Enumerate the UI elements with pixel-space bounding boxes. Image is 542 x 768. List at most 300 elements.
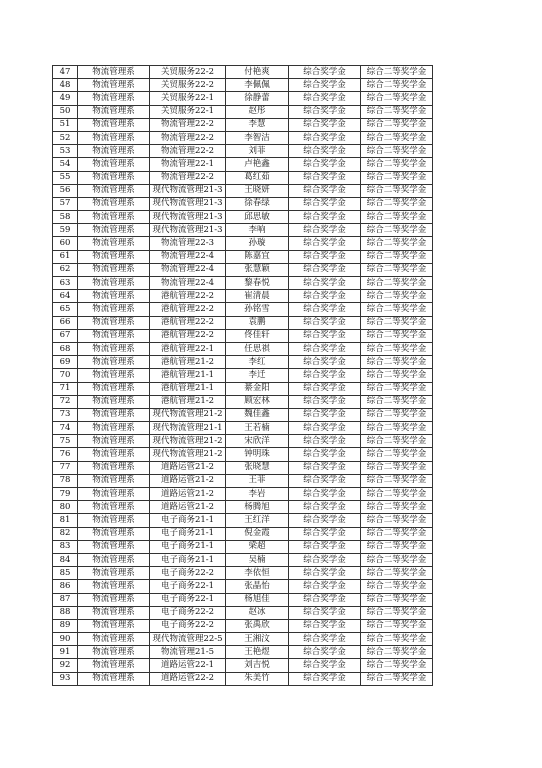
row-number-cell: 71 (53, 382, 78, 395)
class-cell: 物流管理22-2 (150, 131, 226, 144)
row-number-cell: 73 (53, 408, 78, 421)
table-row (53, 514, 433, 527)
department-cell: 物流管理系 (78, 488, 150, 501)
student-name-cell: 李依恒 (226, 567, 289, 580)
award-level-cell: 综合二等奖学金 (361, 316, 433, 329)
student-name-cell: 佟佳轩 (226, 329, 289, 342)
award-level-cell: 综合二等奖学金 (361, 619, 433, 632)
department-cell: 物流管理系 (78, 237, 150, 250)
student-name-cell: 付艳爽 (226, 66, 289, 79)
row-number-cell: 86 (53, 580, 78, 593)
row-number-cell: 61 (53, 250, 78, 263)
table-row (53, 382, 433, 395)
student-name-cell: 王菲 (226, 474, 289, 487)
department-cell: 物流管理系 (78, 329, 150, 342)
row-number-cell: 68 (53, 342, 78, 355)
class-cell: 道路运管21-2 (150, 474, 226, 487)
class-cell: 港航管理21-2 (150, 395, 226, 408)
department-cell: 物流管理系 (78, 316, 150, 329)
class-cell: 港航管理22-2 (150, 316, 226, 329)
class-cell: 港航管理21-1 (150, 382, 226, 395)
student-name-cell: 任思祺 (226, 342, 289, 355)
class-cell: 港航管理22-2 (150, 303, 226, 316)
award-level-cell: 综合二等奖学金 (361, 659, 433, 672)
row-number-cell: 57 (53, 197, 78, 210)
award-level-cell: 综合二等奖学金 (361, 356, 433, 369)
department-cell: 物流管理系 (78, 290, 150, 303)
table-row (53, 646, 433, 659)
department-cell: 物流管理系 (78, 606, 150, 619)
department-cell: 物流管理系 (78, 224, 150, 237)
class-cell: 物流管理22-2 (150, 145, 226, 158)
department-cell: 物流管理系 (78, 118, 150, 131)
row-number-cell: 87 (53, 593, 78, 606)
award-category-cell: 综合奖学金 (289, 540, 361, 553)
award-category-cell: 综合奖学金 (289, 290, 361, 303)
award-level-cell: 综合二等奖学金 (361, 633, 433, 646)
row-number-cell: 74 (53, 422, 78, 435)
student-name-cell: 朱美竹 (226, 672, 289, 685)
student-name-cell: 王湘汶 (226, 633, 289, 646)
award-level-cell: 综合二等奖学金 (361, 263, 433, 276)
table-row (53, 422, 433, 435)
award-category-cell: 综合奖学金 (289, 250, 361, 263)
table-row (53, 461, 433, 474)
class-cell: 物流管理22-4 (150, 250, 226, 263)
table-row (53, 567, 433, 580)
award-category-cell: 综合奖学金 (289, 448, 361, 461)
table-body (53, 66, 433, 686)
award-category-cell: 综合奖学金 (289, 92, 361, 105)
department-cell: 物流管理系 (78, 197, 150, 210)
student-name-cell: 张晶怡 (226, 580, 289, 593)
table-row (53, 211, 433, 224)
row-number-cell: 75 (53, 435, 78, 448)
department-cell: 物流管理系 (78, 250, 150, 263)
department-cell: 物流管理系 (78, 672, 150, 685)
class-cell: 现代物流管理21-2 (150, 448, 226, 461)
table-row (53, 408, 433, 421)
department-cell: 物流管理系 (78, 356, 150, 369)
award-level-cell: 综合二等奖学金 (361, 131, 433, 144)
table-row (53, 619, 433, 632)
department-cell: 物流管理系 (78, 79, 150, 92)
class-cell: 道路运管21-2 (150, 501, 226, 514)
department-cell: 物流管理系 (78, 408, 150, 421)
department-cell: 物流管理系 (78, 342, 150, 355)
award-category-cell: 综合奖学金 (289, 369, 361, 382)
row-number-cell: 76 (53, 448, 78, 461)
department-cell: 物流管理系 (78, 66, 150, 79)
class-cell: 关贸服务22-1 (150, 105, 226, 118)
class-cell: 道路运管22-1 (150, 659, 226, 672)
award-level-cell: 综合二等奖学金 (361, 672, 433, 685)
table-row (53, 118, 433, 131)
row-number-cell: 69 (53, 356, 78, 369)
row-number-cell: 58 (53, 211, 78, 224)
award-category-cell: 综合奖学金 (289, 672, 361, 685)
department-cell: 物流管理系 (78, 263, 150, 276)
table-row (53, 290, 433, 303)
award-level-cell: 综合二等奖学金 (361, 567, 433, 580)
class-cell: 现代物流管理21-3 (150, 197, 226, 210)
department-cell: 物流管理系 (78, 211, 150, 224)
student-name-cell: 张慧颖 (226, 263, 289, 276)
award-level-cell: 综合二等奖学金 (361, 184, 433, 197)
award-category-cell: 综合奖学金 (289, 131, 361, 144)
award-category-cell: 综合奖学金 (289, 263, 361, 276)
class-cell: 道路运管21-2 (150, 488, 226, 501)
award-category-cell: 综合奖学金 (289, 395, 361, 408)
award-level-cell: 综合二等奖学金 (361, 422, 433, 435)
award-category-cell: 综合奖学金 (289, 461, 361, 474)
department-cell: 物流管理系 (78, 580, 150, 593)
table-row (53, 527, 433, 540)
class-cell: 关贸服务22-1 (150, 92, 226, 105)
row-number-cell: 52 (53, 131, 78, 144)
department-cell: 物流管理系 (78, 540, 150, 553)
class-cell: 道路运管22-2 (150, 672, 226, 685)
award-category-cell: 综合奖学金 (289, 633, 361, 646)
table-row (53, 197, 433, 210)
award-level-cell: 综合二等奖学金 (361, 145, 433, 158)
class-cell: 关贸服务22-2 (150, 79, 226, 92)
award-level-cell: 综合二等奖学金 (361, 527, 433, 540)
student-name-cell: 王晓妍 (226, 184, 289, 197)
class-cell: 港航管理22-1 (150, 342, 226, 355)
student-name-cell: 王若楠 (226, 422, 289, 435)
department-cell: 物流管理系 (78, 435, 150, 448)
student-name-cell: 崔清晨 (226, 290, 289, 303)
award-level-cell: 综合二等奖学金 (361, 408, 433, 421)
award-level-cell: 综合二等奖学金 (361, 66, 433, 79)
class-cell: 电子商务21-1 (150, 527, 226, 540)
department-cell: 物流管理系 (78, 92, 150, 105)
row-number-cell: 93 (53, 672, 78, 685)
student-name-cell: 吴楠 (226, 553, 289, 566)
student-name-cell: 徐春绿 (226, 197, 289, 210)
student-name-cell: 孙璇 (226, 237, 289, 250)
class-cell: 现代物流管理21-2 (150, 408, 226, 421)
student-name-cell: 刘吉悦 (226, 659, 289, 672)
award-level-cell: 综合二等奖学金 (361, 593, 433, 606)
award-category-cell: 综合奖学金 (289, 422, 361, 435)
award-level-cell: 综合二等奖学金 (361, 646, 433, 659)
award-category-cell: 综合奖学金 (289, 211, 361, 224)
table-row (53, 237, 433, 250)
table-row (53, 66, 433, 79)
table-row (53, 474, 433, 487)
student-name-cell: 李迁 (226, 369, 289, 382)
table-row (53, 171, 433, 184)
row-number-cell: 89 (53, 619, 78, 632)
student-name-cell: 綦金阳 (226, 382, 289, 395)
row-number-cell: 53 (53, 145, 78, 158)
award-level-cell: 综合二等奖学金 (361, 237, 433, 250)
award-level-cell: 综合二等奖学金 (361, 474, 433, 487)
table-row (53, 105, 433, 118)
award-level-cell: 综合二等奖学金 (361, 382, 433, 395)
row-number-cell: 65 (53, 303, 78, 316)
award-category-cell: 综合奖学金 (289, 553, 361, 566)
table-row (53, 395, 433, 408)
student-name-cell: 魏佳鑫 (226, 408, 289, 421)
award-level-cell: 综合二等奖学金 (361, 580, 433, 593)
award-level-cell: 综合二等奖学金 (361, 369, 433, 382)
row-number-cell: 92 (53, 659, 78, 672)
class-cell: 物流管理22-4 (150, 263, 226, 276)
student-name-cell: 杨旭佳 (226, 593, 289, 606)
row-number-cell: 47 (53, 66, 78, 79)
student-name-cell: 黎春悦 (226, 277, 289, 290)
table-row (53, 672, 433, 685)
award-category-cell: 综合奖学金 (289, 237, 361, 250)
student-name-cell: 梁超 (226, 540, 289, 553)
class-cell: 物流管理22-2 (150, 171, 226, 184)
row-number-cell: 66 (53, 316, 78, 329)
row-number-cell: 51 (53, 118, 78, 131)
award-category-cell: 综合奖学金 (289, 342, 361, 355)
class-cell: 电子商务21-1 (150, 514, 226, 527)
student-name-cell: 张禹欣 (226, 619, 289, 632)
table-row (53, 488, 433, 501)
award-category-cell: 综合奖学金 (289, 606, 361, 619)
award-level-cell: 综合二等奖学金 (361, 303, 433, 316)
table-row (53, 184, 433, 197)
award-level-cell: 综合二等奖学金 (361, 197, 433, 210)
table-row (53, 633, 433, 646)
table-row (53, 342, 433, 355)
student-name-cell: 李佩佩 (226, 79, 289, 92)
award-level-cell: 综合二等奖学金 (361, 277, 433, 290)
class-cell: 关贸服务22-2 (150, 66, 226, 79)
department-cell: 物流管理系 (78, 382, 150, 395)
award-category-cell: 综合奖学金 (289, 567, 361, 580)
table-row (53, 224, 433, 237)
table-row (53, 501, 433, 514)
department-cell: 物流管理系 (78, 619, 150, 632)
table-row (53, 250, 433, 263)
row-number-cell: 83 (53, 540, 78, 553)
table-row (53, 659, 433, 672)
class-cell: 电子商务21-1 (150, 540, 226, 553)
class-cell: 物流管理22-4 (150, 277, 226, 290)
department-cell: 物流管理系 (78, 303, 150, 316)
class-cell: 道路运管21-2 (150, 461, 226, 474)
row-number-cell: 78 (53, 474, 78, 487)
student-name-cell: 王红洋 (226, 514, 289, 527)
award-level-cell: 综合二等奖学金 (361, 553, 433, 566)
award-level-cell: 综合二等奖学金 (361, 461, 433, 474)
class-cell: 电子商务21-1 (150, 553, 226, 566)
table-row (53, 593, 433, 606)
award-category-cell: 综合奖学金 (289, 474, 361, 487)
award-level-cell: 综合二等奖学金 (361, 606, 433, 619)
award-level-cell: 综合二等奖学金 (361, 329, 433, 342)
class-cell: 港航管理21-1 (150, 369, 226, 382)
award-level-cell: 综合二等奖学金 (361, 211, 433, 224)
student-name-cell: 钟明珠 (226, 448, 289, 461)
student-name-cell: 倪金霞 (226, 527, 289, 540)
student-name-cell: 卢艳鑫 (226, 158, 289, 171)
department-cell: 物流管理系 (78, 659, 150, 672)
row-number-cell: 54 (53, 158, 78, 171)
class-cell: 现代物流管理21-3 (150, 211, 226, 224)
student-name-cell: 李红 (226, 356, 289, 369)
scholarship-table (52, 65, 433, 686)
award-category-cell: 综合奖学金 (289, 408, 361, 421)
class-cell: 物流管理22-3 (150, 237, 226, 250)
row-number-cell: 67 (53, 329, 78, 342)
award-level-cell: 综合二等奖学金 (361, 224, 433, 237)
table-row (53, 580, 433, 593)
class-cell: 港航管理22-2 (150, 290, 226, 303)
award-category-cell: 综合奖学金 (289, 593, 361, 606)
row-number-cell: 60 (53, 237, 78, 250)
award-level-cell: 综合二等奖学金 (361, 250, 433, 263)
award-category-cell: 综合奖学金 (289, 514, 361, 527)
table-row (53, 540, 433, 553)
table-row (53, 356, 433, 369)
department-cell: 物流管理系 (78, 369, 150, 382)
student-name-cell: 徐静蕾 (226, 92, 289, 105)
award-level-cell: 综合二等奖学金 (361, 514, 433, 527)
department-cell: 物流管理系 (78, 461, 150, 474)
department-cell: 物流管理系 (78, 105, 150, 118)
student-name-cell: 邱思敏 (226, 211, 289, 224)
student-name-cell: 顾宏林 (226, 395, 289, 408)
award-level-cell: 综合二等奖学金 (361, 92, 433, 105)
award-category-cell: 综合奖学金 (289, 224, 361, 237)
award-level-cell: 综合二等奖学金 (361, 435, 433, 448)
student-name-cell: 李岩 (226, 488, 289, 501)
award-category-cell: 综合奖学金 (289, 158, 361, 171)
student-name-cell: 陈嘉宜 (226, 250, 289, 263)
award-level-cell: 综合二等奖学金 (361, 290, 433, 303)
department-cell: 物流管理系 (78, 501, 150, 514)
award-level-cell: 综合二等奖学金 (361, 105, 433, 118)
class-cell: 港航管理22-2 (150, 329, 226, 342)
class-cell: 物流管理22-2 (150, 118, 226, 131)
award-level-cell: 综合二等奖学金 (361, 171, 433, 184)
table-row (53, 329, 433, 342)
award-category-cell: 综合奖学金 (289, 356, 361, 369)
department-cell: 物流管理系 (78, 567, 150, 580)
award-category-cell: 综合奖学金 (289, 79, 361, 92)
table-row (53, 79, 433, 92)
row-number-cell: 64 (53, 290, 78, 303)
student-name-cell: 李慧 (226, 118, 289, 131)
class-cell: 物流管理22-1 (150, 158, 226, 171)
award-category-cell: 综合奖学金 (289, 435, 361, 448)
department-cell: 物流管理系 (78, 184, 150, 197)
class-cell: 现代物流管理21-2 (150, 435, 226, 448)
table-row (53, 316, 433, 329)
class-cell: 现代物流管理21-3 (150, 184, 226, 197)
row-number-cell: 70 (53, 369, 78, 382)
award-category-cell: 综合奖学金 (289, 171, 361, 184)
row-number-cell: 49 (53, 92, 78, 105)
award-level-cell: 综合二等奖学金 (361, 395, 433, 408)
student-name-cell: 李智洁 (226, 131, 289, 144)
department-cell: 物流管理系 (78, 593, 150, 606)
department-cell: 物流管理系 (78, 395, 150, 408)
award-level-cell: 综合二等奖学金 (361, 448, 433, 461)
student-name-cell: 王艳煜 (226, 646, 289, 659)
student-name-cell: 赵彤 (226, 105, 289, 118)
table-row (53, 553, 433, 566)
student-name-cell: 杨腾旭 (226, 501, 289, 514)
award-level-cell: 综合二等奖学金 (361, 540, 433, 553)
row-number-cell: 84 (53, 553, 78, 566)
row-number-cell: 90 (53, 633, 78, 646)
award-category-cell: 综合奖学金 (289, 316, 361, 329)
row-number-cell: 91 (53, 646, 78, 659)
department-cell: 物流管理系 (78, 277, 150, 290)
row-number-cell: 62 (53, 263, 78, 276)
class-cell: 现代物流管理21-1 (150, 422, 226, 435)
award-level-cell: 综合二等奖学金 (361, 158, 433, 171)
department-cell: 物流管理系 (78, 553, 150, 566)
table-row (53, 277, 433, 290)
award-category-cell: 综合奖学金 (289, 659, 361, 672)
student-name-cell: 刘菲 (226, 145, 289, 158)
award-category-cell: 综合奖学金 (289, 382, 361, 395)
student-name-cell: 孙铭雪 (226, 303, 289, 316)
award-level-cell: 综合二等奖学金 (361, 488, 433, 501)
row-number-cell: 56 (53, 184, 78, 197)
department-cell: 物流管理系 (78, 131, 150, 144)
award-level-cell: 综合二等奖学金 (361, 501, 433, 514)
student-name-cell: 李响 (226, 224, 289, 237)
award-category-cell: 综合奖学金 (289, 646, 361, 659)
row-number-cell: 77 (53, 461, 78, 474)
award-category-cell: 综合奖学金 (289, 580, 361, 593)
table-row (53, 263, 433, 276)
row-number-cell: 80 (53, 501, 78, 514)
award-category-cell: 综合奖学金 (289, 527, 361, 540)
award-category-cell: 综合奖学金 (289, 118, 361, 131)
row-number-cell: 63 (53, 277, 78, 290)
award-category-cell: 综合奖学金 (289, 145, 361, 158)
department-cell: 物流管理系 (78, 422, 150, 435)
department-cell: 物流管理系 (78, 448, 150, 461)
row-number-cell: 85 (53, 567, 78, 580)
award-level-cell: 综合二等奖学金 (361, 79, 433, 92)
table-row (53, 158, 433, 171)
table-row (53, 435, 433, 448)
class-cell: 电子商务22-1 (150, 593, 226, 606)
award-category-cell: 综合奖学金 (289, 619, 361, 632)
row-number-cell: 81 (53, 514, 78, 527)
row-number-cell: 88 (53, 606, 78, 619)
table-row (53, 145, 433, 158)
award-category-cell: 综合奖学金 (289, 184, 361, 197)
department-cell: 物流管理系 (78, 527, 150, 540)
award-category-cell: 综合奖学金 (289, 488, 361, 501)
row-number-cell: 55 (53, 171, 78, 184)
class-cell: 电子商务22-2 (150, 567, 226, 580)
class-cell: 现代物流管理21-3 (150, 224, 226, 237)
row-number-cell: 48 (53, 79, 78, 92)
award-category-cell: 综合奖学金 (289, 303, 361, 316)
row-number-cell: 72 (53, 395, 78, 408)
student-name-cell: 赵冰 (226, 606, 289, 619)
student-name-cell: 宋欣洋 (226, 435, 289, 448)
row-number-cell: 50 (53, 105, 78, 118)
class-cell: 电子商务22-1 (150, 580, 226, 593)
department-cell: 物流管理系 (78, 171, 150, 184)
